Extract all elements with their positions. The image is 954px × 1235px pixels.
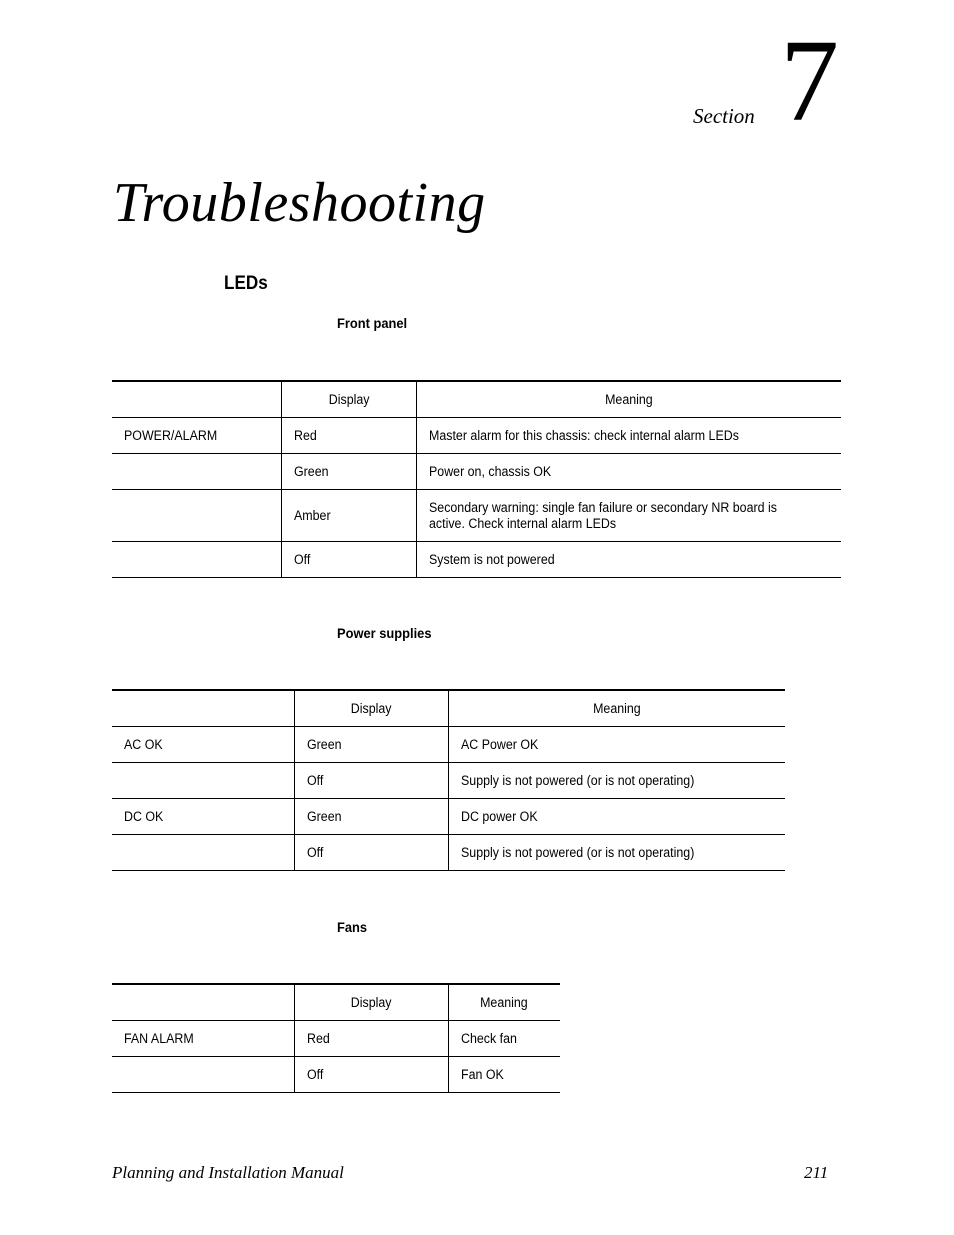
fans-table [112, 983, 560, 1093]
led-name-cell: AC OK [124, 736, 163, 752]
header-cell-display: Display [294, 690, 448, 727]
front-panel-table [112, 380, 841, 578]
led-name-cell: FAN ALARM [124, 1030, 194, 1046]
table-row [112, 1021, 560, 1057]
led-name-cell [112, 763, 294, 799]
table-row [112, 454, 841, 490]
power-supplies-table [112, 689, 785, 871]
header-cell-meaning: Meaning [448, 984, 560, 1021]
header-cell-display: Display [281, 381, 416, 418]
led-name-cell: POWER/ALARM [124, 427, 218, 443]
section-heading: LEDs [224, 273, 268, 294]
footer-manual-title: Planning and Installation Manual [112, 1163, 344, 1182]
display-cell: Green [281, 454, 416, 490]
meaning-cell: Power on, chassis OK [416, 454, 841, 490]
display-cell: Green [294, 727, 448, 763]
table-row [112, 490, 841, 542]
display-cell: Amber [281, 490, 416, 542]
header-cell-display: Display [294, 984, 448, 1021]
meaning-cell: System is not powered [416, 542, 841, 578]
meaning-cell: Supply is not powered (or is not operating) [448, 763, 785, 799]
display-cell: Green [294, 799, 448, 835]
front-panel-caption: Front panel [337, 315, 408, 331]
footer-page-number: 211 [804, 1163, 829, 1182]
meaning-cell: Fan OK [448, 1057, 560, 1093]
meaning-cell: Master alarm for this chassis: check internal alarm LEDs [416, 418, 841, 454]
fans-caption: Fans [337, 919, 368, 935]
header-cell-blank [112, 690, 294, 727]
power-supplies-caption: Power supplies [337, 625, 432, 641]
led-name-cell: DC OK [124, 808, 164, 824]
meaning-cell: Secondary warning: single fan failure or secondary NR board is active. Check internal alarm LEDs [416, 490, 841, 542]
table-row [112, 835, 785, 871]
display-cell: Off [294, 763, 448, 799]
display-cell: Off [294, 835, 448, 871]
table-header-row [112, 381, 841, 418]
section-label: Section [693, 104, 755, 128]
display-cell: Off [294, 1057, 448, 1093]
table-header-row [112, 690, 785, 727]
display-cell: Red [281, 418, 416, 454]
led-name-cell [112, 454, 281, 490]
display-cell: Off [281, 542, 416, 578]
table-row [112, 418, 841, 454]
led-name-cell [112, 1057, 294, 1093]
display-cell: Red [294, 1021, 448, 1057]
led-name-cell [112, 490, 281, 542]
table-row [112, 799, 785, 835]
led-name-cell [112, 835, 294, 871]
meaning-cell: Check fan [448, 1021, 560, 1057]
table-row [112, 542, 841, 578]
header-cell-meaning: Meaning [448, 690, 785, 727]
table-row [112, 763, 785, 799]
chapter-title: Troubleshooting [113, 172, 486, 234]
meaning-cell: AC Power OK [448, 727, 785, 763]
header-cell-blank [112, 381, 281, 418]
table-row [112, 1057, 560, 1093]
header-cell-blank [112, 984, 294, 1021]
section-number: 7 [780, 15, 839, 146]
table-header-row [112, 984, 560, 1021]
led-name-cell [112, 542, 281, 578]
meaning-cell: Supply is not powered (or is not operating) [448, 835, 785, 871]
table-row [112, 727, 785, 763]
meaning-cell: DC power OK [448, 799, 785, 835]
header-cell-meaning: Meaning [416, 381, 841, 418]
